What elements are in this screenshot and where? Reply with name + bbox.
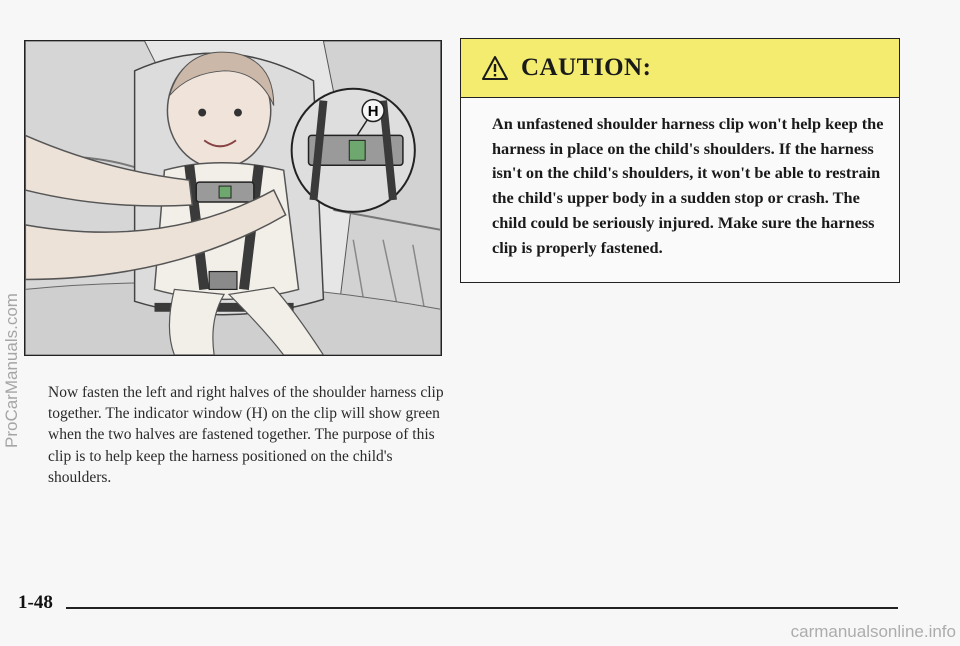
caution-header xyxy=(461,39,899,98)
bottom-watermark: carmanualsonline.info xyxy=(790,622,956,641)
harness-clip-drawing xyxy=(25,41,441,355)
caution-text: An unfastened shoulder harness clip won't help keep the harness in place on the child's shoulders. If the harness isn't on the child's shoulders, it won't be able to restrain the child's upper body in a sudden stop or crash. The child could be seriously injured. Make sure the harness clip is properly fastened. xyxy=(492,114,884,257)
side-watermark: ProCarManuals.com xyxy=(2,293,21,448)
caution-box xyxy=(460,38,900,283)
footer-rule xyxy=(66,607,898,609)
instruction-paragraph: Now fasten the left and right halves of the shoulder harness clip together. The indicator window (H) on the clip will show green when the two halves are fastened together. The purpose of this clip is to help keep the harness positioned on the child's shoulders. xyxy=(48,384,444,486)
child-seat-illustration xyxy=(24,40,442,356)
caution-title: CAUTION: xyxy=(521,54,652,81)
page-number: 1-48 xyxy=(18,592,53,613)
warning-triangle-icon xyxy=(481,55,509,81)
callout-label-h: H xyxy=(367,104,379,121)
